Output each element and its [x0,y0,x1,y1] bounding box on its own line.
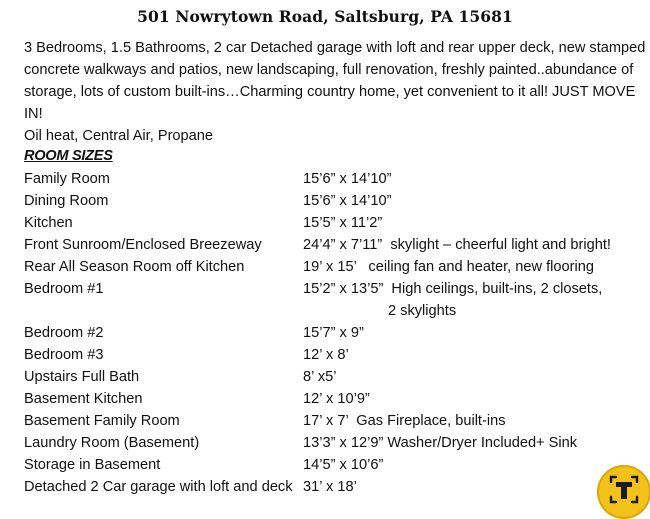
room-name: Basement Kitchen [24,391,143,407]
room-row [24,410,650,432]
room-name: Bedroom #3 [24,347,104,363]
room-row [24,388,650,410]
room-size: 17’ x 7’ Gas Fireplace, built-ins [303,413,506,429]
room-name-empty [24,300,303,322]
room-row [24,476,650,498]
room-size: 24’4” x 7’11” skylight – cheerful light and bright! [303,237,611,253]
room-row [24,344,650,366]
room-name: Family Room [24,171,110,187]
room-name: Upstairs Full Bath [24,369,140,385]
room-row [24,454,650,476]
room-name: Kitchen [24,215,73,231]
room-size: 12’ x 10’9” [303,391,370,407]
room-sizes-table [24,168,650,498]
room-size: 19’ x 15’ ceiling fan and heater, new flooring [303,259,594,275]
room-sizes-heading: ROOM SIZES [24,148,113,164]
room-size: 31’ x 18’ [303,479,357,495]
room-row [24,234,650,256]
room-name: Basement Family Room [24,413,180,429]
room-size: 13’3” x 12’9” Washer/Dryer Included+ Sink [303,435,578,451]
room-row [24,366,650,388]
letter-t-camera-logo-graphic [597,465,650,519]
room-name: Laundry Room (Basement) [24,435,200,451]
letter-t-camera-logo-icon [597,465,650,519]
room-size: 14’5” x 10’6” [303,457,384,473]
room-name: Front Sunroom/Enclosed Breezeway [24,237,262,253]
room-name: Bedroom #2 [24,325,104,341]
room-row [24,278,650,300]
room-size-continuation: 2 skylights [388,303,457,319]
room-name: Storage in Basement [24,457,161,473]
room-row [24,190,650,212]
room-name: Rear All Season Room off Kitchen [24,259,245,275]
room-size: 15’5” x 11’2” [303,215,383,231]
room-name: Dining Room [24,193,109,209]
room-size: 15’7” x 9” [303,325,364,341]
room-row [24,256,650,278]
room-name: Bedroom #1 [24,281,104,297]
room-size: 15’2” x 13’5” High ceilings, built-ins, 2 closets, [303,281,603,297]
room-row [24,322,650,344]
room-size: 15’6” x 14’10” [303,193,392,209]
room-size: 15’6” x 14’10” [303,171,392,187]
listing-address: 501 Nowrytown Road, Saltsburg, PA 15681 [137,7,513,26]
room-size: 12’ x 8’ [303,347,349,363]
listing-description: 3 Bedrooms, 1.5 Bathrooms, 2 car Detached garage with loft and rear upper deck, new stamped concrete walkways and patios, new landscaping, full renovation, freshly painted..abundance of storage, lots of custom built-ins…Charming country home, yet convenient to it all! JUST MOVE IN! Oil heat, Central Air, Propane [24,40,646,144]
room-row [24,168,650,190]
room-name: Detached 2 Car garage with loft and deck [24,479,293,495]
room-row-continuation [24,300,650,322]
room-row [24,432,650,454]
room-row [24,212,650,234]
room-size: 8’ x5’ [303,369,337,385]
